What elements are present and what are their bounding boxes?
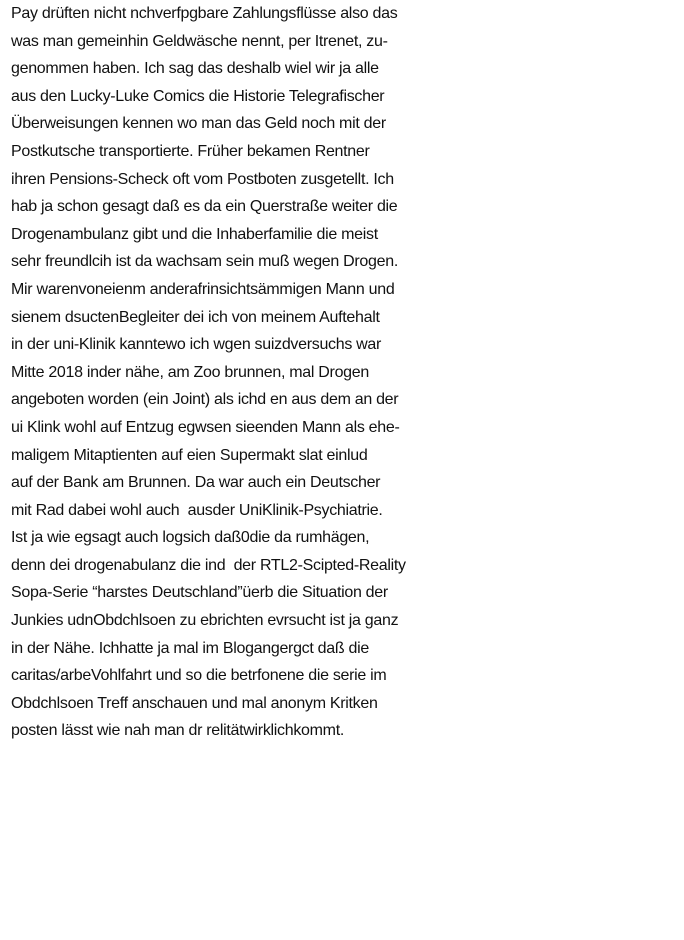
text-line: hab ja schon gesagt daß es da ein Querstraße weiter die <box>11 198 398 216</box>
text-line: ihren Pensions-Scheck oft vom Postboten zusgetellt. Ich <box>11 170 394 188</box>
text-line: auf der Bank am Brunnen. Da war auch ein Deutscher <box>11 474 381 492</box>
text-line: Mir warenvoneienm anderafrinsichtsämmigen Mann und <box>11 280 395 298</box>
text-line: aus den Lucky-Luke Comics die Historie Telegrafischer <box>11 87 385 105</box>
text-line: sehr freundlcih ist da wachsam sein muß wegen Drogen. <box>11 253 398 271</box>
text-line: posten lässt wie nah man dr relitätwirklichkommt. <box>11 722 344 740</box>
text-line: mit Rad dabei wohl auch ausder UniKlinik-Psychiatrie. <box>11 501 383 519</box>
body-text <box>11 0 681 745</box>
text-line: angeboten worden (ein Joint) als ichd en aus dem an der <box>11 391 399 409</box>
text-line: Sopa-Serie “harstes Deutschland”üerb die Situation der <box>11 584 388 602</box>
text-line: in der Nähe. Ichhatte ja mal im Blogangergct daß die <box>11 639 369 657</box>
text-line: caritas/arbeVohlfahrt und so die betrfonene die serie im <box>11 667 387 685</box>
text-line: maligem Mitaptienten auf eien Supermakt slat einlud <box>11 446 368 464</box>
text-line: Ist ja wie egsagt auch logsich daß0die da rumhägen, <box>11 529 370 547</box>
text-line: was man gemeinhin Geldwäsche nennt, per Itrenet, zu- <box>11 32 388 50</box>
text-line: in der uni-Klinik kanntewo ich wgen suizdversuchs war <box>11 336 382 354</box>
text-line: Drogenambulanz gibt und die Inhaberfamilie die meist <box>11 225 378 243</box>
text-line: sienem dsuctenBegleiter dei ich von meinem Auftehalt <box>11 308 380 326</box>
text-line: Postkutsche transportierte. Früher bekamen Rentner <box>11 142 370 160</box>
text-line: Überweisungen kennen wo man das Geld noch mit der <box>11 115 386 133</box>
text-line: denn dei drogenabulanz die ind der RTL2-Scipted-Reality <box>11 556 406 574</box>
text-line: genommen haben. Ich sag das deshalb wiel wir ja alle <box>11 60 379 78</box>
text-line: Mitte 2018 inder nähe, am Zoo brunnen, mal Drogen <box>11 363 369 381</box>
text-line: Obdchlsoen Treff anschauen und mal anonym Kritken <box>11 694 378 712</box>
text-line: Junkies udnObdchlsoen zu ebrichten evrsucht ist ja ganz <box>11 612 399 630</box>
text-line: Pay drüften nicht nchverfpgbare Zahlungsflüsse also das <box>11 5 398 22</box>
text-line: ui Klink wohl auf Entzug egwsen sieenden Mann als ehe- <box>11 418 400 436</box>
